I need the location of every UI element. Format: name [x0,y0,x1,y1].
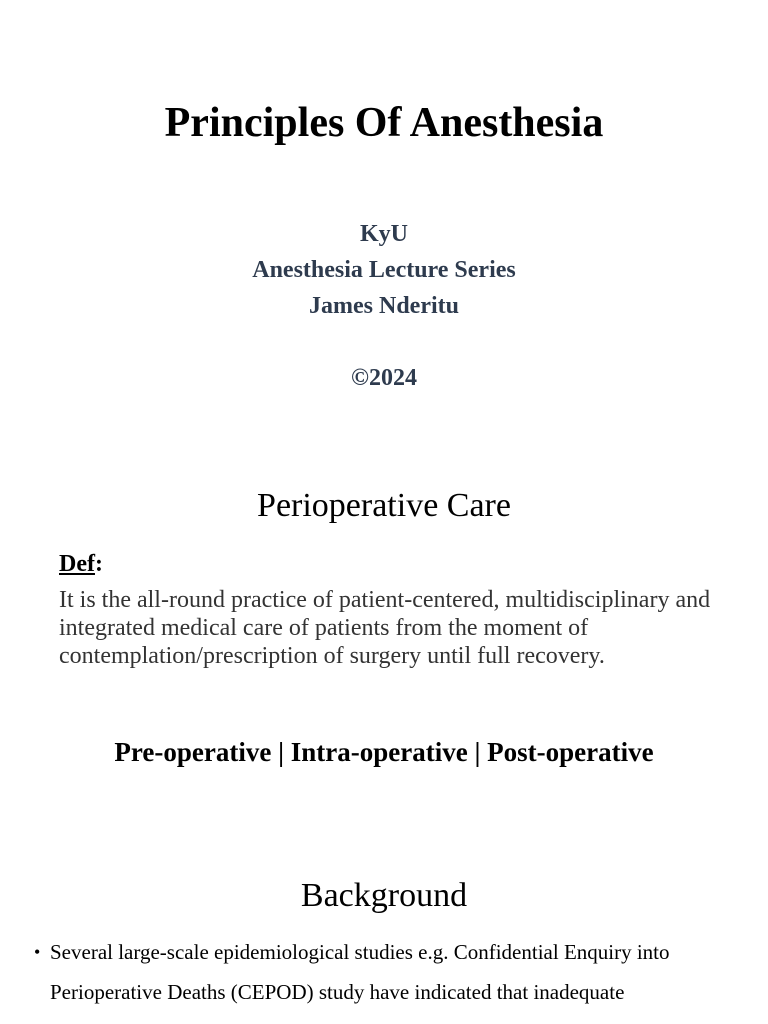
slide-perioperative-care [0,440,768,840]
slide-title [0,0,768,440]
bullet-text: Several large-scale epidemiological studies e.g. Confidential Enquiry into Perioperative Deaths (CEPOD) study have indicated that inadequate [50,940,670,1004]
main-title: Principles Of Anesthesia [164,100,604,146]
section-title: Perioperative Care [257,487,511,524]
section-title: Background [300,877,468,914]
definition-label [59,548,103,580]
subtitle-block [0,216,768,324]
phases-line: Pre-operative | Intra-operative | Post-operative [114,737,654,767]
definition-label-colon: : [94,551,103,577]
definition-text: It is the all-round practice of patient-centered, multidisciplinary and integrated medical care of patients from the moment of contemplation/prescription of surgery until full recovery. [59,587,711,669]
series-name: Anesthesia Lecture Series [252,257,516,283]
slide-background [0,840,768,1024]
bullet-icon: • [34,942,41,962]
list-item [34,932,734,1012]
copyright-notice: ©2024 [351,365,417,391]
definition-label-text: Def [59,551,95,577]
institution-name: KyU [360,221,408,247]
author-name: James Nderitu [309,293,459,319]
bullet-list [34,932,734,1012]
